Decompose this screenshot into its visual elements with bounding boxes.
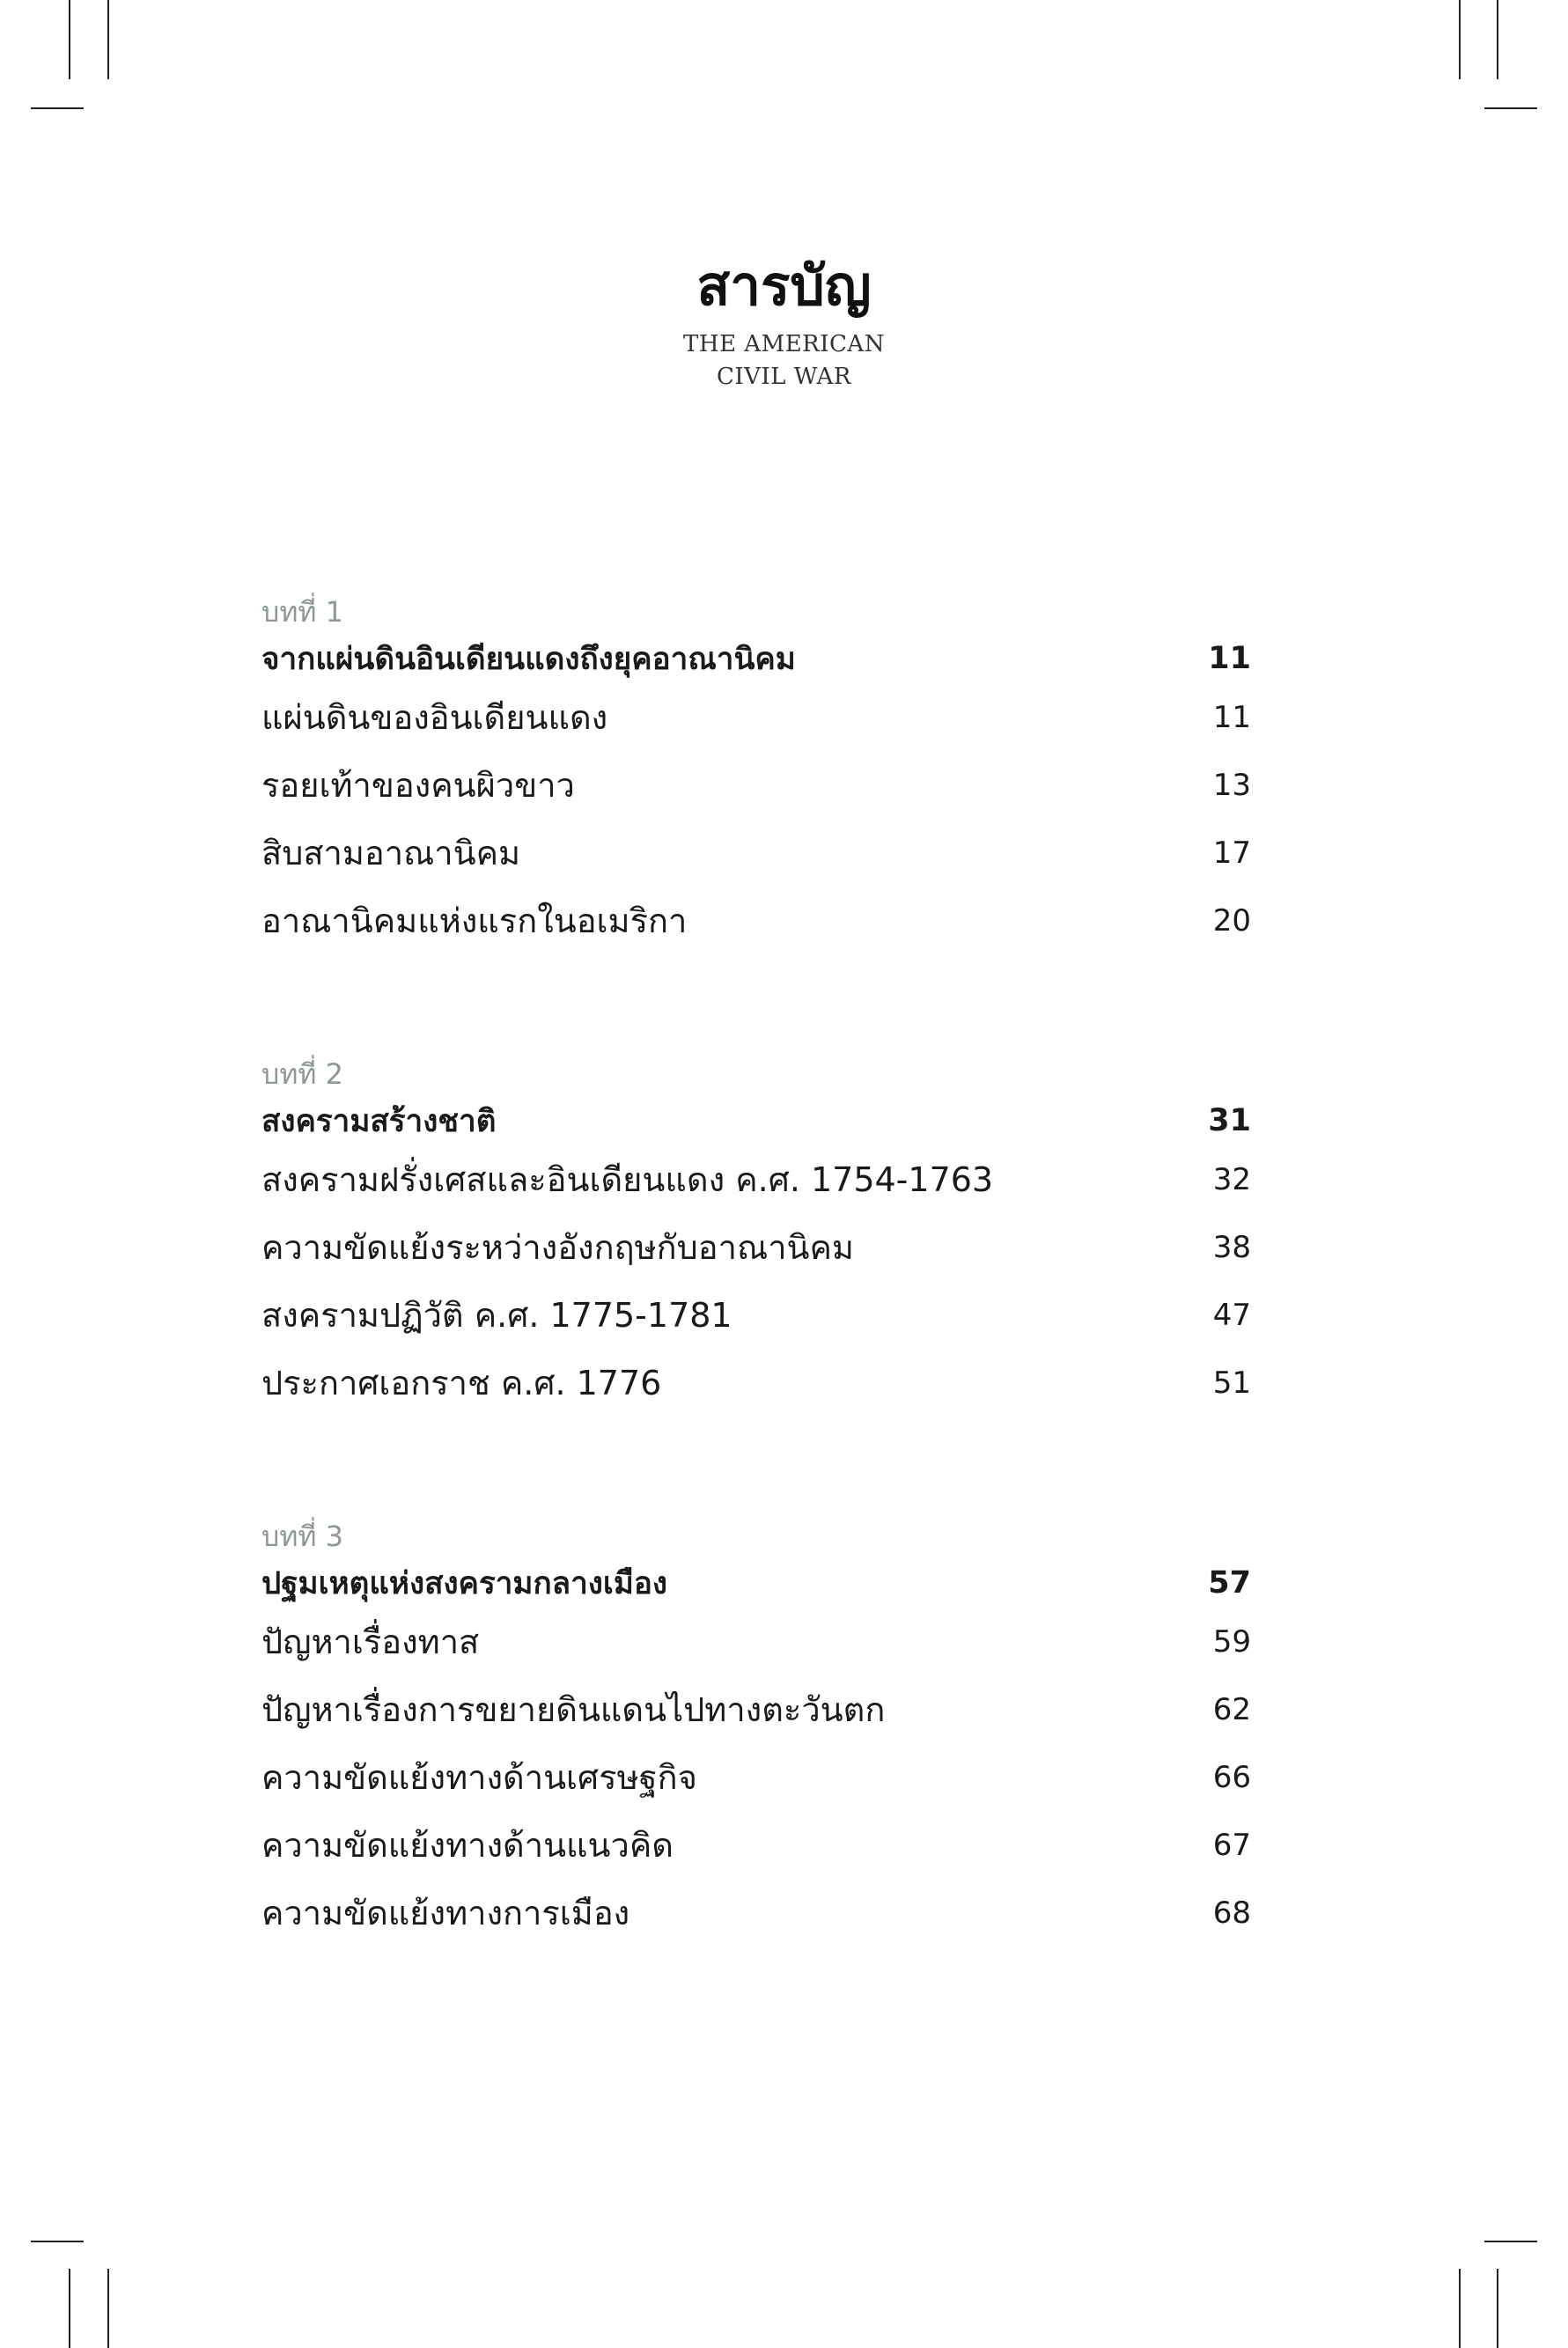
crop-mark (69, 0, 70, 79)
toc-entry[interactable] (261, 1879, 1251, 1947)
crop-mark (31, 107, 84, 109)
page-number: 20 (1212, 902, 1251, 938)
page-number: 57 (1208, 1565, 1251, 1601)
page-number: 62 (1212, 1691, 1251, 1727)
crop-mark (69, 2269, 70, 2348)
entry-title: สงครามฝรั่งเศสและอินเดียนแดง ค.ศ. 1754-1763 (261, 1160, 994, 1199)
chapter-title: สงครามสร้างชาติ (261, 1103, 497, 1139)
toc-entry[interactable] (261, 1213, 1251, 1281)
toc-entry[interactable] (261, 1281, 1251, 1349)
entry-title: ความขัดแย้งทางด้านเศรษฐกิจ (261, 1758, 697, 1797)
subtitle-line-2: CIVIL WAR (716, 364, 852, 390)
toc-entry[interactable] (261, 1145, 1251, 1213)
entry-title: ปัญหาเรื่องทาส (261, 1623, 480, 1661)
crop-mark (31, 2241, 84, 2242)
page-number: 31 (1208, 1103, 1251, 1138)
chapter-3 (261, 1514, 1251, 1947)
toc-entry[interactable] (261, 1811, 1251, 1879)
crop-mark (107, 2269, 109, 2348)
page-number: 13 (1212, 767, 1251, 803)
entry-title: ประกาศเอกราช ค.ศ. 1776 (261, 1364, 662, 1402)
crop-mark (1497, 2269, 1498, 2348)
crop-mark (1459, 0, 1461, 79)
chapter-label: บทที่ 3 (261, 1520, 344, 1553)
entry-title: อาณานิคมแห่งแรกในอเมริกา (261, 902, 688, 940)
toc-entry[interactable] (261, 819, 1251, 887)
toc-entry[interactable] (261, 887, 1251, 954)
crop-mark (1497, 0, 1498, 79)
toc-entry[interactable] (261, 751, 1251, 819)
entry-title: ความขัดแย้งระหว่างอังกฤษกับอาณานิคม (261, 1228, 854, 1267)
chapter-title-row[interactable] (261, 1558, 1251, 1608)
chapter-1 (261, 590, 1251, 954)
entry-title: สิบสามอาณานิคม (261, 834, 521, 872)
chapter-title: จากแผ่นดินอินเดียนแดงถึงยุคอาณานิคม (261, 641, 796, 677)
page-number: 32 (1212, 1161, 1251, 1197)
entry-title: ความขัดแย้งทางการเมือง (261, 1894, 630, 1932)
table-of-contents (261, 590, 1251, 1947)
crop-mark (1484, 2241, 1537, 2242)
entry-title: รอยเท้าของคนผิวขาว (261, 766, 575, 805)
chapter-2 (261, 1052, 1251, 1417)
title-block (0, 251, 1568, 394)
page-number: 67 (1212, 1827, 1251, 1863)
page-number: 11 (1208, 641, 1251, 676)
page-number: 59 (1212, 1623, 1251, 1660)
subtitle (0, 328, 1568, 394)
chapter-title-row[interactable] (261, 1096, 1251, 1145)
chapter-label: บทที่ 2 (261, 1057, 344, 1091)
page-number: 38 (1212, 1229, 1251, 1265)
subtitle-line-1: THE AMERICAN (683, 331, 885, 357)
page-number: 51 (1212, 1365, 1251, 1401)
toc-entry[interactable] (261, 1743, 1251, 1811)
chapter-title: ปฐมเหตุแห่งสงครามกลางเมือง (261, 1565, 667, 1601)
chapter-label: บทที่ 1 (261, 595, 344, 629)
toc-entry[interactable] (261, 1675, 1251, 1743)
chapter-title-row[interactable] (261, 634, 1251, 683)
crop-mark (1484, 107, 1537, 109)
crop-mark (1459, 2269, 1461, 2348)
crop-mark (107, 0, 109, 79)
toc-entry[interactable] (261, 1349, 1251, 1417)
entry-title: สงครามปฏิวัติ ค.ศ. 1775-1781 (261, 1296, 732, 1335)
entry-title: แผ่นดินของอินเดียนแดง (261, 698, 608, 737)
toc-entry[interactable] (261, 1608, 1251, 1675)
toc-entry[interactable] (261, 683, 1251, 751)
entry-title: ความขัดแย้งทางด้านแนวคิด (261, 1826, 674, 1865)
entry-title: ปัญหาเรื่องการขยายดินแดนไปทางตะวันตก (261, 1690, 886, 1729)
page-number: 17 (1212, 835, 1251, 871)
page-number: 47 (1212, 1297, 1251, 1333)
page-title: สารบัญ (696, 254, 872, 318)
page-number: 11 (1212, 699, 1251, 735)
page-number: 66 (1212, 1759, 1251, 1795)
page-number: 68 (1212, 1895, 1251, 1931)
